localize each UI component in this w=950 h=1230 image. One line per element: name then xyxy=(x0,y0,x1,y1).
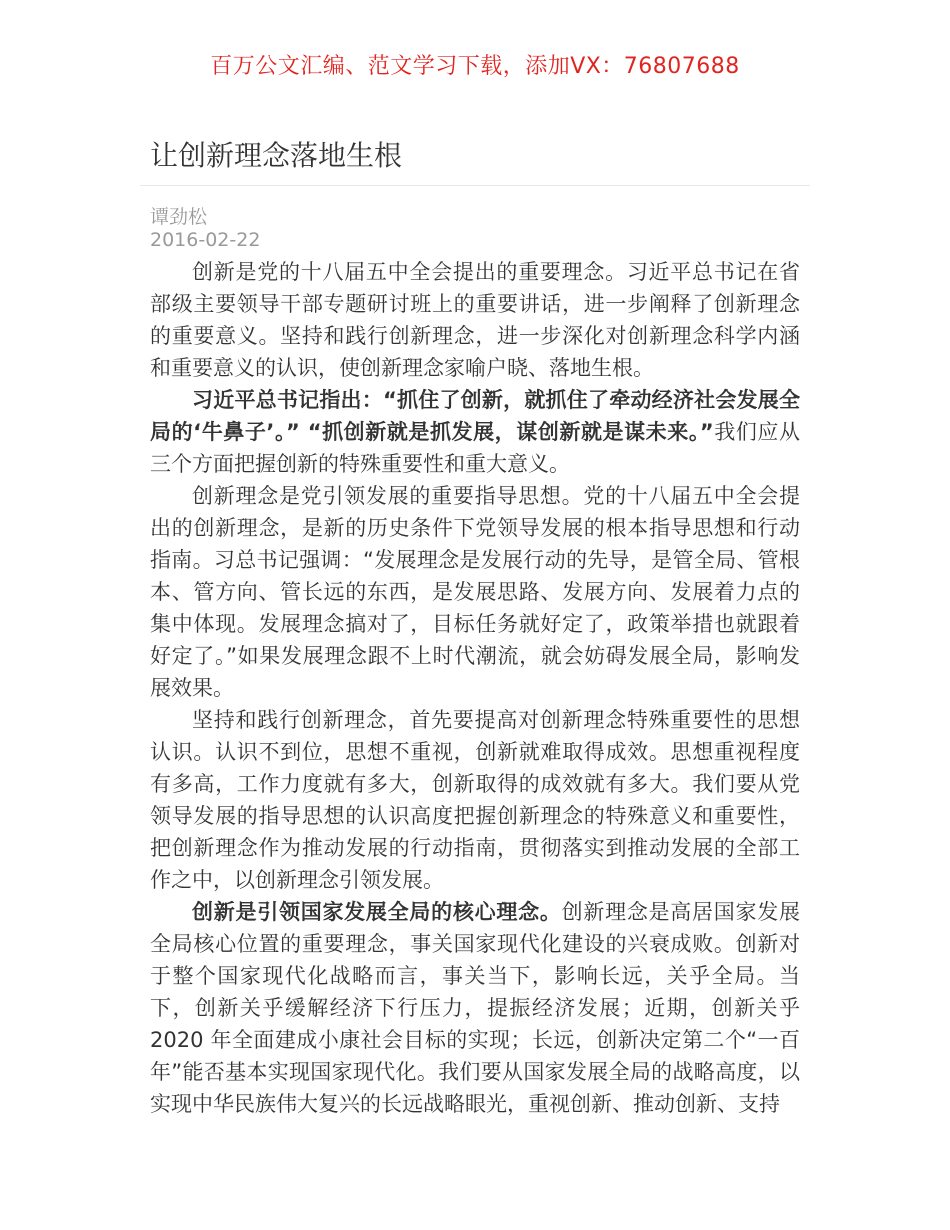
article-paragraph xyxy=(150,704,800,896)
article xyxy=(140,139,810,1120)
paragraph-run: 坚持和践行创新理念，首先要提高对创新理念特殊重要性的思想认识。认识不到位，思想不重视，创新就难取得成效。思想重视程度有多高，工作力度就有多大，创新取得的成效就有多大。我们要从党领导发展的指导思想的认识高度把握创新理念的特殊意义和重要性，把创新理念作为推动发展的行动指南，贯彻落实到推动发展的全部工作之中，以创新理念引领发展。 xyxy=(150,708,800,892)
article-paragraph xyxy=(150,480,800,704)
article-paragraph xyxy=(150,256,800,384)
article-date: 2016-02-22 xyxy=(150,229,261,251)
paragraph-run: 创新理念是高居国家发展全局核心位置的重要理念，事关国家现代化建设的兴衰成败。创新对于整个国家现代化战略而言，事关当下，影响长远，关乎全局。当下，创新关乎缓解经济下行压力，提振经济发展；近期，创新关乎2020 年全面建成小康社会目标的实现；长远，创新决定第二个“一百年”能否基本实现国家现代化。我们要从国家发展全局的战略高度，以实现中华民族伟大复兴的长远战略眼光，重视创新、推动创新、支持 xyxy=(150,900,801,1116)
paragraph-run: 创新是党的十八届五中全会提出的重要理念。习近平总书记在省部级主要领导干部专题研讨班上的重要讲话，进一步阐释了创新理念的重要意义。坚持和践行创新理念，进一步深化对创新理念科学内涵和重要意义的认识，使创新理念家喻户晓、落地生根。 xyxy=(150,260,800,380)
article-body xyxy=(140,256,810,1120)
title-divider xyxy=(140,185,810,186)
paragraph-run: 我们应从三个方面把握创新的特殊重要性和重大意义。 xyxy=(150,420,801,476)
promo-banner: 百万公文汇编、范文学习下载，添加VX：76807688 xyxy=(210,54,740,79)
paragraph-run-bold: 习近平总书记指出：“抓住了创新，就抓住了牵动经济社会发展全局的‘牛鼻子’。” “抓创新就是抓发展，谋创新就是谋未来。” xyxy=(150,388,800,444)
page-title: 让创新理念落地生根 xyxy=(150,139,403,172)
paragraph-run-bold: 创新是引领国家发展全局的核心理念。 xyxy=(192,900,562,924)
article-paragraph xyxy=(150,384,800,480)
article-author: 谭劲松 xyxy=(150,206,208,228)
article-paragraph xyxy=(150,896,800,1120)
paragraph-run: 创新理念是党引领发展的重要指导思想。党的十八届五中全会提出的创新理念，是新的历史条件下党领导发展的根本指导思想和行动指南。习总书记强调：“发展理念是发展行动的先导，是管全局、管根本、管方向、管长远的东西，是发展思路、发展方向、发展着力点的集中体现。发展理念搞对了，目标任务就好定了，政策举措也就跟着好定了。”如果发展理念跟不上时代潮流，就会妨碍发展全局，影响发展效果。 xyxy=(150,484,800,700)
